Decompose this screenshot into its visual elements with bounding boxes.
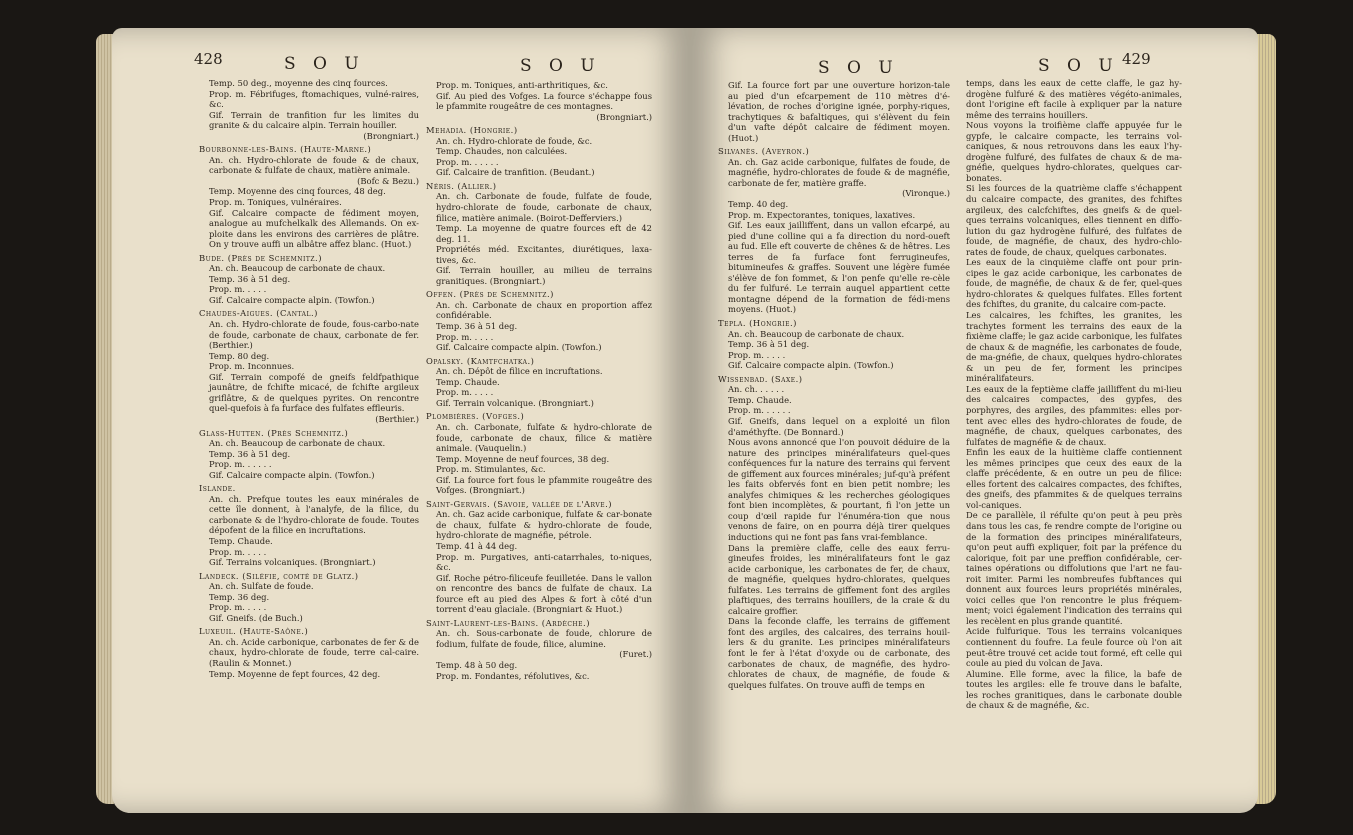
left-page-number: 428: [194, 50, 223, 68]
left-col1-line: Temp. Chaude.: [209, 535, 273, 546]
left-col1-line: Temp. 50 deg., moyenne des cinq fources.: [209, 78, 388, 88]
left-col1-line: An. ch. Prefque toutes les eaux minérales de cette île donnent, à l'analyfe, de la filice, du carbonate & de l'hydro-chlorate de foude. Toutes dépofent de la filice en incruftations.: [209, 493, 419, 536]
right-col1-entry-heading: Wissenbad. (Saxe.): [718, 373, 803, 384]
right-col1-line: Nous avons annoncé que l'on pouvoit déduire de la nature des principes minéralifateurs quel-ques conféquences fur la nature des terrains qui fervent de giffement aux fources minérales; juf-qu'à préfent les faits obfervés font en bien petit nombre; les analyfes chimiques & les recherches géologiques font bien incomplètes, & pourtant, fi l'on jette un coup d'œil rapide fur l'énuméra-tion que nous venons de faire, on en pourra déjà tirer quelques inductions qui ne font pas fans vrai-femblance.: [728, 437, 950, 542]
left-col1-attribution: (Brongniart.): [363, 130, 419, 141]
left-col2-line: An. ch. Gaz acide carbonique, fulfate & car-bonate de chaux, fulfate & hydro-chlorate de foude, hydro-chlorate de magnéfie, pétrole.: [436, 509, 652, 541]
left-col2-entry-heading: Mehadia. (Hongrie.): [426, 125, 518, 136]
left-col2-entry-heading: Saint-Gervais. (Savoie, vallée de l'Arve.): [426, 498, 613, 509]
right-page-edges: [1256, 34, 1276, 804]
left-col1-line: An. ch. Hydro-chlorate de foude, fous-carbo-nate de foude, carbonate de chaux, carbonate de fer. (Berthier.): [209, 319, 419, 351]
left-col1-line: Gif. Calcaire compacte de fédiment moyen, analogue au mufchelkalk des Allemands. On ex-ploite dans les environs des carrières de plâtre. On y trouve auffi un albâtre affez blanc. (Huot.): [209, 207, 419, 250]
right-col2-line: Enfin les eaux de la huitième claffe contiennent les mêmes principes que ceux des eaux de la claffe précédente, & en outre un peu de filice: elles fortent des calcaires compactes, des fchiftes, des gneifs, des pfammites & de quelques terrains vol-caniques.: [966, 447, 1182, 510]
left-col1-line: Prop. m. . . . . .: [209, 459, 272, 470]
left-col1-line: Gif. Calcaire compacte alpin. (Towfon.): [209, 294, 375, 305]
left-col2-line: Gif. Terrain volcanique. (Brongniart.): [436, 397, 594, 408]
left-col2-line: An. ch. Sous-carbonate de foude, chlorure de fodium, fulfate de foude, filice, alumine.: [436, 628, 652, 649]
right-col1-line: Dans la première claffe, celle des eaux ferru-gineufes froides, les minéralifateurs font le gaz acide carbonique, les carbonates de fer, de chaux, de magnéfie, quelques hydro-chlorates, quelques fulfates. Les terrains de giffement font des argiles plaftiques, des terrains houillers, de la craie & du calcaire groffier.: [728, 542, 950, 616]
left-col2-line: Gif. Roche pétro-filiceufe feuilletée. Dans le vallon on rencontre des bancs de fulfate de chaux. La fource eft au pied des Alpes & fort à côté d'un torrent d'eau glaciale. (Brongniart & Huot.): [436, 572, 652, 615]
right-page-number: 429: [1122, 50, 1151, 68]
left-col2-entry-heading: Opalsky. (Kamtfchatka.): [426, 355, 535, 366]
left-col1-entry-heading: Chaudes-Aigues. (Cantal.): [199, 308, 318, 319]
left-col2-attribution: (Furet.): [619, 649, 652, 660]
left-col2-line: Temp. Chaudes, non calculées.: [436, 146, 568, 157]
right-col1-line: An. ch. Beaucoup de carbonate de chaux.: [728, 328, 905, 339]
left-col2-attribution: (Brongniart.): [596, 111, 652, 122]
right-col2-line: Les calcaires, les fchiftes, les granites, les trachytes forment les terrains des eaux de la fixième claffe; le gaz acide carbonique, les fulfates de chaux & de magnéfie, les carbonates de foude, de ma-gnéfie, de chaux, quelques hydro-chlorates & un peu de fer, forment les principes minéralifateurs.: [966, 310, 1182, 384]
left-col2-entry-heading: Plombières. (Vofges.): [426, 411, 525, 422]
left-col1-attribution: (Berthier.): [375, 413, 419, 424]
left-running-head-left: S O U: [284, 54, 365, 74]
left-running-head-right: S O U: [520, 56, 601, 76]
left-col2-line: Prop. m. . . . .: [436, 331, 494, 342]
left-col1-line: An. ch. Beaucoup de carbonate de chaux.: [209, 263, 386, 274]
right-col2-line: Alumine. Elle forme, avec la filice, la bafe de toutes les argiles: elle fe trouve dans le bafalte, les roches granitiques, dans le carbonate double de chaux & de magnéfie, &c.: [966, 668, 1182, 711]
left-col1-line: Temp. 36 à 51 deg.: [209, 273, 291, 284]
right-col2-line: temps, dans les eaux de cette claffe, le gaz hy-drogène fulfuré & des matières végéto-animales, dont l'origine eft facile à expliquer par la nature même des terrains houillers.: [966, 78, 1182, 120]
left-col2-line: Prop. m. Toniques, anti-arthritiques, &c.: [436, 80, 608, 90]
left-col1-line: An. ch. Hydro-chlorate de foude & de chaux, carbonate & fulfate de chaux, matière animale.: [209, 154, 419, 176]
left-col2-line: Prop. m. . . . . .: [436, 156, 499, 167]
left-col1-line: Temp. Moyenne des cinq fources, 48 deg.: [209, 186, 386, 197]
left-col2-line: Gif. Terrain houiller, au milieu de terrains granitiques. (Brongniart.): [436, 265, 652, 286]
left-col1-line: An. ch. Acide carbonique, carbonates de fer & de chaux, hydro-chlorate de foude, terre cal-caire. (Raulin & Monnet.): [209, 636, 419, 668]
right-col1-line: Gif. Calcaire compacte alpin. (Towfon.): [728, 360, 894, 371]
right-running-head-right: S O U: [1038, 56, 1119, 76]
left-col1-line: Gif. Calcaire compacte alpin. (Towfon.): [209, 469, 375, 480]
left-col2-line: Propriétés méd. Excitantes, diurétiques, laxa-tives, &c.: [436, 244, 652, 265]
left-col1-entry-heading: Islande.: [199, 483, 236, 494]
left-col2-line: Temp. Chaude.: [436, 376, 500, 387]
left-col1-line: Temp. Moyenne de fept fources, 42 deg.: [209, 668, 381, 679]
right-page-column-1: [718, 80, 950, 800]
left-col1-line: Gif. Gneifs. (de Buch.): [209, 612, 303, 623]
left-col1-line: Temp. 36 deg.: [209, 591, 270, 602]
left-col2-line: Gif. Calcaire compacte alpin. (Towfon.): [436, 342, 602, 353]
right-col1-line: Gif. Les eaux jailliffent, dans un vallon efcarpé, au pied d'une colline qui a fa direction du nord-oueft au fud. Elle eft couverte de chênes & de hêtres. Les terres de fa furface font ferrugineufes, bitumineufes & graffes. Souvent une légère fumée s'élève de fon fommet, & l'on penfe qu'elle re-cèle du fer fulfuré. Le terrain auquel appartient cette montagne dépend de la formation de fédi-mens moyens. (Huot.): [728, 220, 950, 315]
left-col1-line: Temp. 80 deg.: [209, 350, 270, 361]
right-col1-line: Gif. Gneifs, dans lequel on a exploité un filon d'améthyfte. (De Bonnard.): [728, 415, 950, 437]
right-col2-line: Les eaux de la cinquième claffe ont pour prin-cipes le gaz acide carbonique, les carbonates de foude, de magnéfie, de chaux & de fer, quel-ques hydro-chlorates & quelques fulfates. Elles fortent des fchiftes, du granite, du calcaire com-pacte.: [966, 257, 1182, 310]
left-col2-line: Gif. Au pied des Vofges. La fource s'échappe fous le pfammite rougeâtre de ces montagnes.: [436, 90, 652, 112]
left-col1-attribution: (Bofc & Bezu.): [357, 175, 419, 186]
left-col2-entry-heading: Offen. (Près de Schemnitz.): [426, 289, 554, 300]
right-col1-line: An. ch. . . . . .: [728, 384, 785, 395]
left-col1-entry-heading: Landeck. (Siléfie, comté de Glatz.): [199, 570, 359, 581]
left-col1-entry-heading: Bude. (Près de Schemnitz.): [199, 252, 322, 263]
left-col1-entry-heading: Luxeuil. (Haute-Saône.): [199, 626, 309, 637]
left-col1-line: Prop. m. . . . .: [209, 602, 267, 613]
left-col2-line: Temp. 36 à 51 deg.: [436, 321, 518, 332]
right-col1-line: Prop. m. Expectorantes, toniques, laxatives.: [728, 209, 916, 220]
left-col2-line: An. ch. Dépôt de filice en incruftations.: [436, 366, 603, 377]
right-col1-line: Prop. m. . . . . .: [728, 405, 791, 416]
right-col1-attribution: (Vironque.): [902, 188, 950, 199]
left-col2-line: An. ch. Carbonate, fulfate & hydro-chlorate de foude, carbonate de chaux, filice & matière animale. (Vauquelin.): [436, 421, 652, 454]
left-page: [112, 28, 690, 813]
right-col1-line: Prop. m. . . . .: [728, 349, 786, 360]
left-col2-entry-heading: Néris. (Allier.): [426, 180, 497, 191]
right-col2-line: Les eaux de la feptième claffe jailliffent du mi-lieu des calcaires compactes, des gypfes, des porphyres, des argiles, des pfammites: elles por-tent avec elles des hydro-chlorates de foude, de magnéfie, de chaux, quelques carbonates, des fulfates de magnéfie & de chaux.: [966, 383, 1182, 447]
left-page-column-1: [199, 78, 419, 798]
right-col2-line: De ce parallèle, il réfulte qu'on peut à peu près dans tous les cas, fe rendre compte de l'origine ou de la formation des principes minéralifateurs, qu'on peut auffi expliquer, foit par la préfence du calorique, foit par une preffion confidérable, cer-taines opérations ou diffolutions que l'art ne fau-roit imiter. Parmi les nombreufes fubftances qui donnent aux fources leurs propriétés minérales, voici celles que l'on rencontre le plus fréquem-ment; voici également l'indication des terrains qui les recèlent en plus grande quantité.: [966, 510, 1182, 626]
left-col2-line: Gif. Calcaire de tranfition. (Beudant.): [436, 167, 595, 178]
left-col2-line: An. ch. Carbonate de chaux en proportion affez confidérable.: [436, 299, 652, 321]
left-col1-line: Prop. m. . . . .: [209, 546, 267, 557]
left-col2-line: Prop. m. Fondantes, réfolutives, &c.: [436, 670, 590, 681]
left-col2-line: Prop. m. . . . .: [436, 387, 494, 398]
left-col1-line: Gif. Terrain de tranfition fur les limites du granite & du calcaire alpin. Terrain houiller.: [209, 109, 419, 131]
left-col1-line: Gif. Terrains volcaniques. (Brongniart.): [209, 557, 376, 568]
left-col1-line: Prop. m. . . . .: [209, 284, 267, 295]
right-col2-line: Nous voyons la troifième claffe appuyée fur le gypfe, le calcaire compacte, les terrains vol-caniques, & nous retrouvons dans les eaux l'hy-drogène fulfuré, des fulfates de chaux & de ma-gnéfie, quelques hydro-chlorates, quelques car-bonates.: [966, 120, 1182, 183]
right-col1-line: An. ch. Gaz acide carbonique, fulfates de foude, de magnéfie, hydro-chlorates de foude & de magnéfie, carbonate de fer, matière graffe.: [728, 156, 950, 188]
left-col1-entry-heading: Bourbonne-les-Bains. (Haute-Marne.): [199, 144, 372, 155]
left-col1-line: Temp. 36 à 51 deg.: [209, 448, 291, 459]
left-col2-line: An. ch. Carbonate de foude, fulfate de foude, hydro-chlorate de foude, carbonate de chaux, filice, matière animale. (Boirot-Defferviers.): [436, 191, 652, 223]
left-col2-line: Gif. La fource fort fous le pfammite rougeâtre des Vofges. (Brongniart.): [436, 474, 652, 496]
right-col2-line: Si les fources de la quatrième claffe s'échappent du calcaire compacte, des granites, des fchiftes argileux, des calcfchiftes, des gneifs & de quel-ques terrains volcaniques, elles tiennent en diffo-lution du gaz hydrogène fulfuré, des fulfates de foude, de magnéfie, de chaux, des hydro-chlo-rates de foude, de chaux, quelques carbonates.: [966, 183, 1182, 257]
left-col2-entry-heading: Saint-Laurent-les-Bains. (Ardèche.): [426, 617, 590, 628]
right-col1-line: Temp. 36 à 51 deg.: [728, 339, 810, 350]
left-col1-line: Prop. m. Inconnues.: [209, 361, 295, 372]
left-col2-line: Temp. La moyenne de quatre fources eft de 42 deg. 11.: [436, 223, 652, 244]
left-col2-line: Temp. Moyenne de neuf fources, 38 deg.: [436, 453, 610, 464]
left-col1-line: Prop. m. Fébrifuges, ftomachiques, vulné-raires, &c.: [209, 88, 419, 110]
left-col2-line: Prop. m. Purgatives, anti-catarrhales, to-niques, &c.: [436, 551, 652, 573]
left-col2-line: Prop. m. Stimulantes, &c.: [436, 464, 546, 475]
right-running-head-left: S O U: [818, 58, 899, 78]
left-col1-line: Prop. m. Toniques, vulnéraires.: [209, 197, 342, 208]
right-col1-entry-heading: Silvanès. (Aveyron.): [718, 146, 810, 157]
left-col2-line: Temp. 48 à 50 deg.: [436, 659, 518, 670]
right-col1-line: Temp. 40 deg.: [728, 199, 789, 210]
left-col2-line: An. ch. Hydro-chlorate de foude, &c.: [436, 135, 593, 146]
left-col1-line: Gif. Terrain compofé de gneifs feldfpathique jaunâtre, de fchifte micacé, de fchifte argileux griflâtre, & de quelques pyrites. On rencontre quel-quefois à fa furface des fulfates effleuris.: [209, 371, 419, 414]
right-page-column-2: [956, 78, 1182, 798]
right-col1-line: Gif. La fource fort par une ouverture horizon-tale au pied d'un efcarpement de 110 mètres d'é-lévation, de roches d'origine ignée, porphy-riques, trachytiques & bafaltiques, qui s'élèvent du fein d'un vafte dépôt calcaire de fédiment moyen. (Huot.): [728, 80, 950, 143]
left-col1-entry-heading: Glass-Hutten. (Près Schemnitz.): [199, 427, 349, 438]
right-col1-entry-heading: Tepla. (Hongrie.): [718, 318, 797, 329]
right-page: [690, 28, 1258, 813]
right-col1-line: Temp. Chaude.: [728, 394, 792, 405]
left-page-column-2: [426, 80, 652, 800]
left-col2-line: Temp. 41 à 44 deg.: [436, 540, 518, 551]
right-col1-line: Dans la feconde claffe, les terrains de giffement font des argiles, des calcaires, des terrains houil-lers & du granite. Les principes minéralifateurs font le fer à l'état d'oxyde ou de carbonate, des carbonates de chaux, de magnéfie, des hydro-chlorates de chaux, de magnéfie, de foude & quelques fulfates. On trouve auffi de temps en: [728, 616, 950, 690]
left-col1-line: An. ch. Sulfate de foude.: [209, 581, 314, 592]
left-col1-line: An. ch. Beaucoup de carbonate de chaux.: [209, 438, 386, 449]
right-col2-line: Acide fulfurique. Tous les terrains volcaniques contiennent du foufre. La feule fource où l'on ait peut-être trouvé cet acide tout formé, eft celle qui coule au pied du volcan de Java.: [966, 626, 1182, 669]
